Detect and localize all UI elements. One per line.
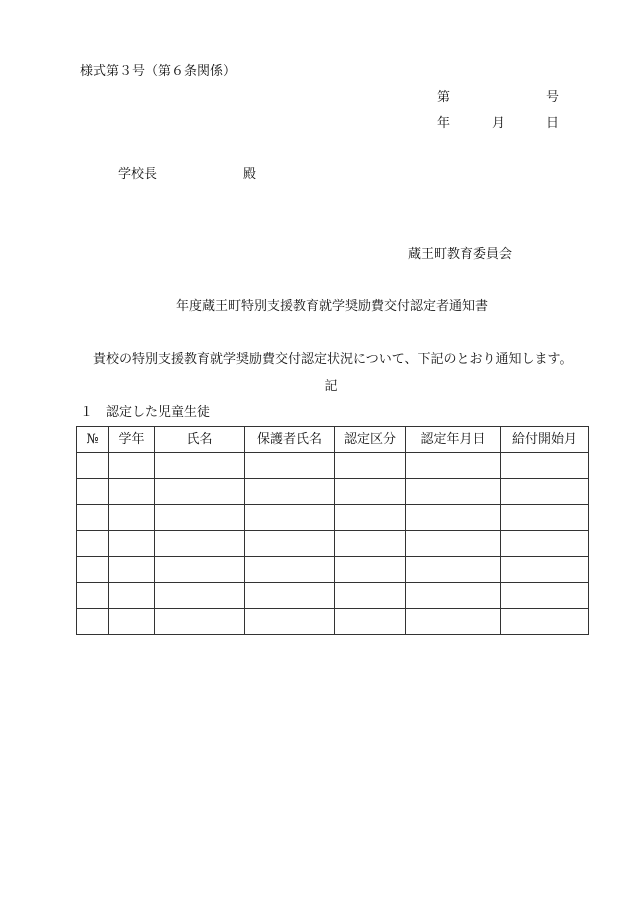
table-cell (77, 557, 109, 583)
table-cell (335, 453, 406, 479)
addressee-title: 学校長 (118, 167, 158, 182)
table-cell (406, 479, 501, 505)
table-cell (155, 453, 245, 479)
header-cell-start-month: 給付開始月 (501, 427, 589, 453)
header-cell-guardian-name: 保護者氏名 (245, 427, 335, 453)
table-cell (245, 531, 335, 557)
certified-students-table (76, 426, 589, 635)
table-cell (501, 609, 589, 635)
table-cell (77, 531, 109, 557)
table-cell (109, 531, 155, 557)
table-cell (501, 557, 589, 583)
ki-marker: 記 (324, 379, 338, 394)
table-cell (335, 531, 406, 557)
table-cell (406, 609, 501, 635)
table-cell (406, 453, 501, 479)
table-row (77, 505, 589, 531)
table-cell (109, 557, 155, 583)
table-cell (155, 557, 245, 583)
table-cell (155, 505, 245, 531)
table-cell (109, 505, 155, 531)
table-cell (77, 583, 109, 609)
table-cell (109, 609, 155, 635)
table-row (77, 557, 589, 583)
table-cell (501, 505, 589, 531)
document-number-prefix: 第 (437, 90, 451, 105)
addressee-honorific: 殿 (243, 167, 257, 182)
header-cell-cert-date: 認定年月日 (406, 427, 501, 453)
table-row (77, 479, 589, 505)
table-cell (155, 479, 245, 505)
table-cell (501, 583, 589, 609)
table-cell (335, 609, 406, 635)
table-cell (406, 557, 501, 583)
table-cell (406, 583, 501, 609)
table-cell (77, 453, 109, 479)
table-cell (501, 453, 589, 479)
table-cell (109, 583, 155, 609)
document-title: 年度蔵王町特別支援教育就学奨励費交付認定者通知書 (175, 299, 488, 314)
table-cell (77, 505, 109, 531)
table-cell (406, 531, 501, 557)
date-month-label: 月 (492, 116, 506, 131)
table-cell (245, 557, 335, 583)
table-cell (245, 609, 335, 635)
table-cell (155, 583, 245, 609)
table-cell (335, 557, 406, 583)
header-cell-grade: 学年 (109, 427, 155, 453)
table-cell (245, 453, 335, 479)
header-cell-category: 認定区分 (335, 427, 406, 453)
table-cell (155, 609, 245, 635)
date-year-label: 年 (437, 116, 451, 131)
table-row (77, 453, 589, 479)
table-cell (245, 505, 335, 531)
table-cell (335, 583, 406, 609)
table-cell (109, 453, 155, 479)
date-day-label: 日 (546, 116, 560, 131)
table-cell (406, 505, 501, 531)
header-cell-name: 氏名 (155, 427, 245, 453)
table-cell (77, 479, 109, 505)
document-number-suffix: 号 (546, 90, 560, 105)
body-text: 貴校の特別支援教育就学奨励費交付認定状況について、下記のとおり通知します。 (93, 352, 573, 367)
table-row (77, 531, 589, 557)
table-cell (245, 583, 335, 609)
table-cell (77, 609, 109, 635)
table-cell (245, 479, 335, 505)
header-cell-no: № (77, 427, 109, 453)
table-cell (109, 479, 155, 505)
table-cell (335, 505, 406, 531)
table-cell (501, 479, 589, 505)
section-heading: １ 認定した児童生徒 (80, 405, 211, 420)
table-row (77, 583, 589, 609)
table-cell (155, 531, 245, 557)
form-number: 様式第３号（第６条関係） (80, 64, 237, 79)
table-header-row (77, 427, 589, 453)
table-cell (501, 531, 589, 557)
table-row (77, 609, 589, 635)
issuer-name: 蔵王町教育委員会 (408, 247, 513, 262)
table-cell (335, 479, 406, 505)
